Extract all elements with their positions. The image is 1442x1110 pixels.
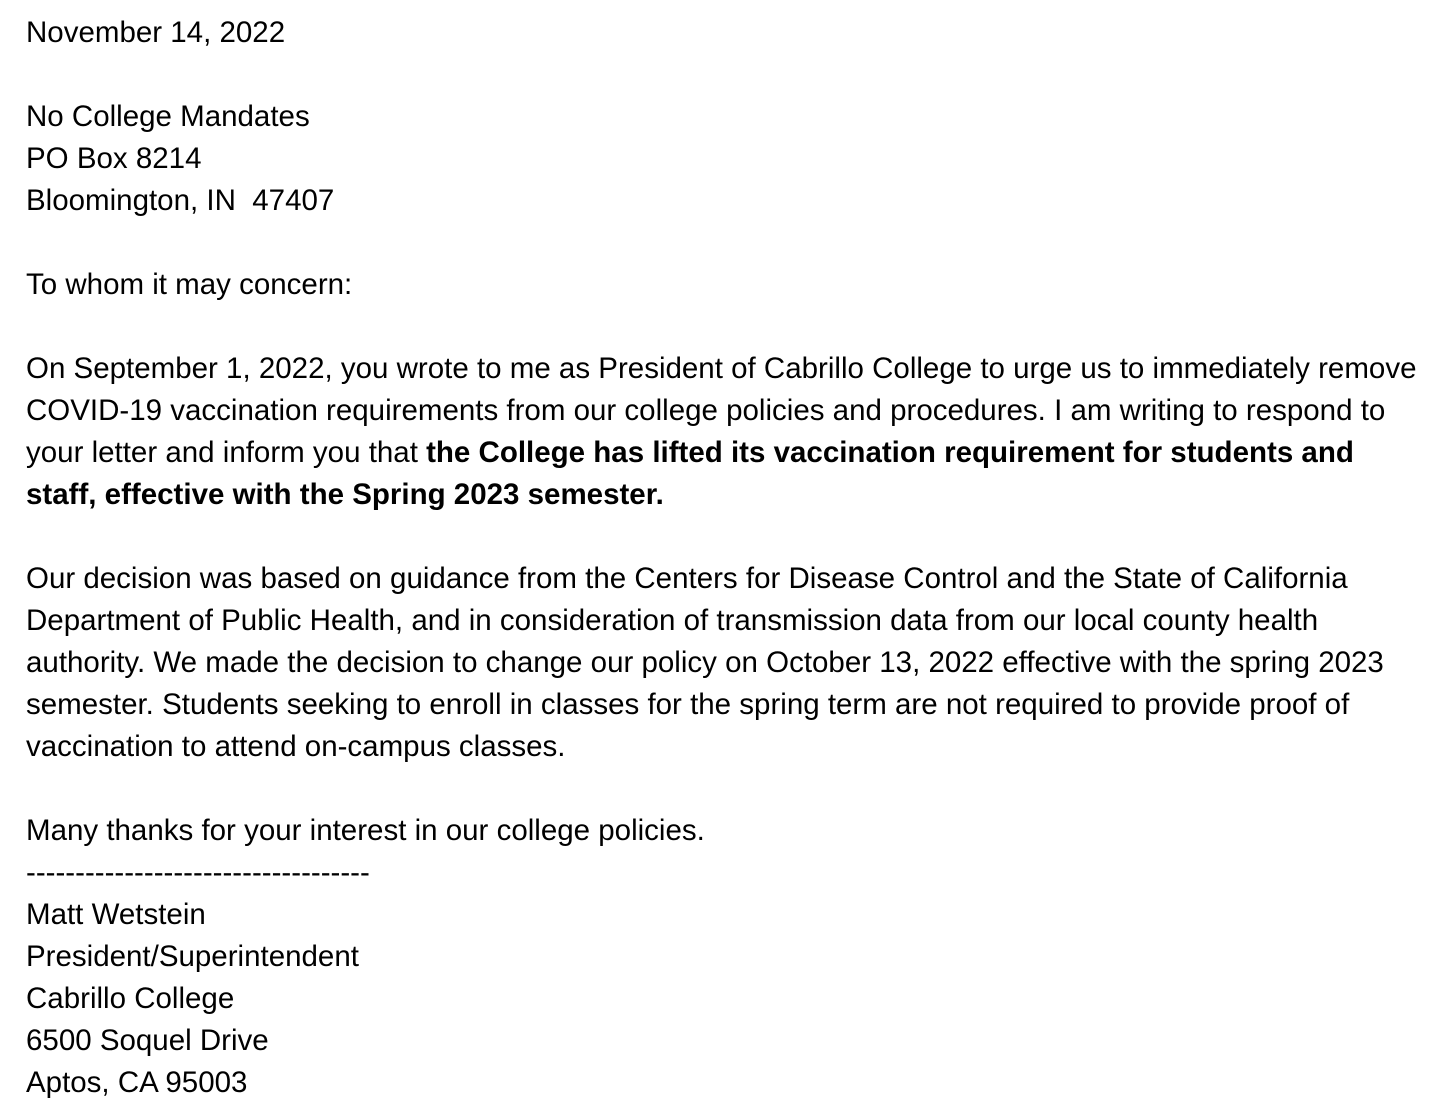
signature-name: Matt Wetstein: [26, 898, 206, 931]
salutation: To whom it may concern:: [26, 268, 353, 301]
spacer: [26, 222, 1426, 264]
paragraph-decision: Our decision was based on guidance from the Centers for Disease Control and the State of California Department of Public Health, and in consideration of transmission data from our local county health authority. We made the decision to change our policy on October 13, 2022 effective with the spring 2023 semester. Students seeking to enroll in classes for the spring term are not required to provide proof of vaccination to attend on-campus classes.: [26, 562, 1384, 763]
recipient-name: No College Mandates: [26, 100, 310, 133]
recipient-po-box: PO Box 8214: [26, 142, 202, 175]
recipient-city-state-zip: Bloomington, IN 47407: [26, 184, 335, 217]
letter-body: [26, 12, 1426, 1104]
signature-title: President/Superintendent: [26, 940, 359, 973]
closing-line: Many thanks for your interest in our college policies.: [26, 814, 705, 847]
spacer: [26, 768, 1426, 810]
signature-organization: Cabrillo College: [26, 982, 235, 1015]
signature-street: 6500 Soquel Drive: [26, 1024, 269, 1057]
signature-separator: -----------------------------------: [26, 856, 370, 889]
spacer: [26, 306, 1426, 348]
signature-city-state-zip: Aptos, CA 95003: [26, 1066, 248, 1099]
spacer: [26, 54, 1426, 96]
paragraph-announcement: [26, 348, 1426, 516]
signature-block: [26, 894, 1426, 1104]
paragraph-announcement-bold: the College has lifted its vaccination requirement for students and staff, effective with the Spring 2023 semester.: [26, 436, 1354, 511]
letter-date: November 14, 2022: [26, 16, 286, 49]
recipient-address: [26, 96, 1426, 222]
spacer: [26, 516, 1426, 558]
paragraph-announcement-text: On September 1, 2022, you wrote to me as President of Cabrillo College to urge us to immediately remove COVID-19 vaccination requirements from our college policies and procedures. I am writing to respond to your letter and inform you that: [26, 352, 1417, 469]
